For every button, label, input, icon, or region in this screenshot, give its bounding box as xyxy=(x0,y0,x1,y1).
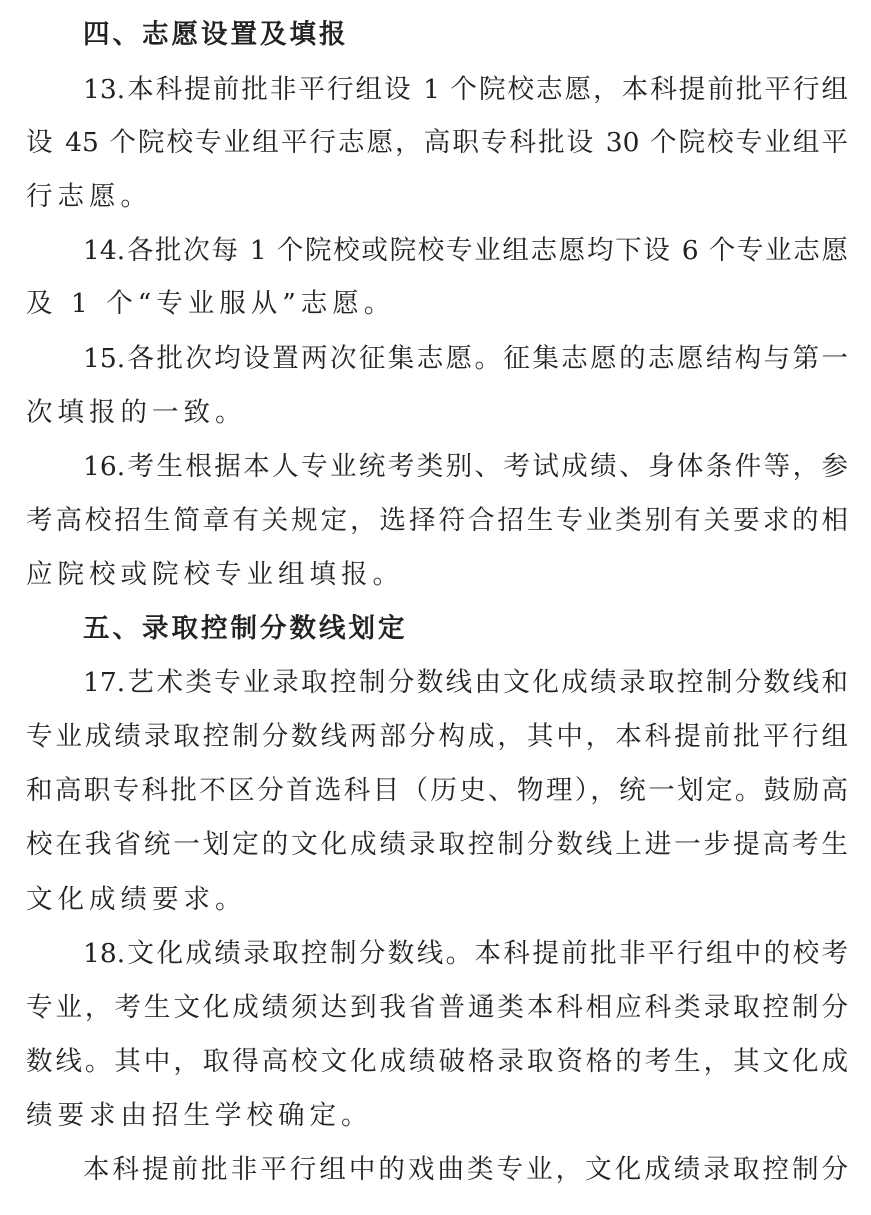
paragraph-16-line-1: 16.考生根据本人专业统考类别、考试成绩、身体条件等，参 xyxy=(83,451,848,482)
paragraph-13-line-3: 行志愿。 xyxy=(26,181,152,212)
paragraph-17-line-3: 和高职专科批不区分首选科目（历史、物理），统一划定。鼓励高 xyxy=(26,775,848,806)
paragraph-13-line-1: 13.本科提前批非平行组设 1 个院校志愿，本科提前批平行组 xyxy=(83,74,848,105)
paragraph-18-line-1: 18.文化成绩录取控制分数线。本科提前批非平行组中的校考 xyxy=(83,938,848,969)
paragraph-17-line-5: 文化成绩要求。 xyxy=(26,884,247,915)
paragraph-17-line-4: 校在我省统一划定的文化成绩录取控制分数线上进一步提高考生 xyxy=(26,829,848,860)
paragraph-15-line-2: 次填报的一致。 xyxy=(26,397,247,428)
document-page xyxy=(26,0,848,1215)
paragraph-16-line-2: 考高校招生简章有关规定，选择符合招生专业类别有关要求的相 xyxy=(26,505,848,536)
paragraph-19-line-1: 本科提前批非平行组中的戏曲类专业，文化成绩录取控制分 xyxy=(83,1154,848,1185)
section-heading-4: 四、志愿设置及填报 xyxy=(83,19,349,50)
section-heading-5: 五、录取控制分数线划定 xyxy=(83,613,408,644)
paragraph-18-line-3: 数线。其中，取得高校文化成绩破格录取资格的考生，其文化成 xyxy=(26,1046,848,1077)
paragraph-16-line-3: 应院校或院校专业组填报。 xyxy=(26,559,404,590)
paragraph-14-line-2: 及 1 个“专业服从”志愿。 xyxy=(26,288,396,319)
paragraph-15-line-1: 15.各批次均设置两次征集志愿。征集志愿的志愿结构与第一 xyxy=(83,343,848,374)
paragraph-17-line-1: 17.艺术类专业录取控制分数线由文化成绩录取控制分数线和 xyxy=(83,667,848,698)
paragraph-18-line-2: 专业，考生文化成绩须达到我省普通类本科相应科类录取控制分 xyxy=(26,992,848,1023)
paragraph-17-line-2: 专业成绩录取控制分数线两部分构成，其中，本科提前批平行组 xyxy=(26,721,848,752)
paragraph-14-line-1: 14.各批次每 1 个院校或院校专业组志愿均下设 6 个专业志愿 xyxy=(83,235,848,266)
paragraph-13-line-2: 设 45 个院校专业组平行志愿，高职专科批设 30 个院校专业组平 xyxy=(26,127,848,158)
paragraph-18-line-4: 绩要求由招生学校确定。 xyxy=(26,1100,373,1131)
